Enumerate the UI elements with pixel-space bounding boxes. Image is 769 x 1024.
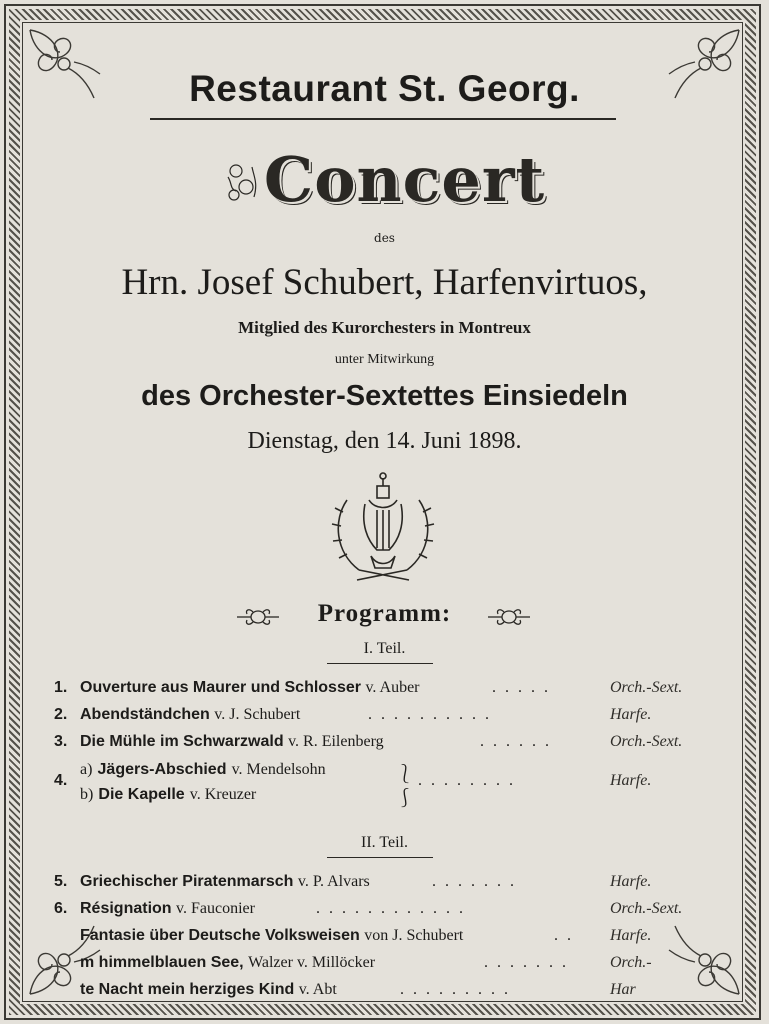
item-title — [80, 706, 300, 724]
item-performer: Orch.- — [610, 954, 652, 971]
item-title-text: Fantasie über Deutsche Volksweisen — [80, 927, 360, 944]
sub-item-a — [80, 759, 326, 779]
program-heading: Programm: — [317, 600, 452, 627]
leader-dots: ............ — [316, 900, 472, 917]
performer-membership: Mitglied des Kurorchesters in Montreux — [238, 318, 531, 337]
part-one-heading: I. Teil. — [363, 640, 406, 657]
sub-item-marker: a) — [80, 761, 93, 778]
item-performer: Harfe. — [610, 772, 652, 789]
sub-item-b — [80, 784, 256, 804]
item-title-text: Griechischer Piratenmarsch — [80, 873, 294, 890]
item-composer: v. Fauconier — [176, 900, 255, 917]
des-label: des — [374, 231, 395, 245]
sub-item-title: Die Kapelle — [98, 786, 185, 803]
program-item — [54, 981, 724, 1003]
item-performer: Orch.-Sext. — [610, 900, 683, 917]
item-performer: Harfe. — [610, 927, 652, 944]
item-title — [80, 900, 255, 918]
item-number: 5. — [54, 873, 68, 890]
program-item — [54, 927, 724, 949]
item-composer: v. P. Alvars — [297, 873, 370, 890]
program-item — [54, 873, 724, 895]
item-title — [80, 927, 463, 945]
leader-dots: ...... — [480, 733, 558, 750]
item-composer: von J. Schubert — [364, 927, 464, 944]
part-two-heading: II. Teil. — [360, 834, 408, 851]
performer-name: Hrn. Josef Schubert, Harfenvirtuos, — [121, 262, 648, 303]
sub-item-marker: b) — [80, 786, 94, 803]
concert-title-text: Concert — [263, 143, 546, 216]
item-performer: Orch.-Sext. — [610, 679, 683, 696]
cooperation-label: unter Mitwirkung — [334, 352, 435, 367]
program-item — [54, 954, 724, 976]
program-item — [54, 679, 724, 701]
item-title-text: Die Mühle im Schwarzwald — [80, 733, 284, 750]
item-title — [80, 873, 370, 891]
ensemble-name: des Orchester-Sextettes Einsiedeln — [141, 380, 628, 412]
item-title — [80, 981, 337, 999]
brace-mark: ⎰ — [396, 788, 414, 808]
item-title — [80, 679, 420, 697]
item-title-text: Abendständchen — [80, 706, 210, 723]
concert-date: Dienstag, den 14. Juni 1898. — [247, 428, 522, 454]
leader-dots: ..... — [492, 679, 557, 696]
restaurant-name: Restaurant St. Georg. — [189, 68, 580, 109]
program-item — [54, 733, 724, 755]
item-performer: Har — [610, 981, 636, 998]
item-title-text: Ouverture aus Maurer und Schlosser — [80, 679, 361, 696]
item-composer: v. J. Schubert — [214, 706, 301, 723]
brace-mark: ⎱ — [396, 764, 414, 784]
leader-dots: .. — [554, 927, 580, 944]
part-one-rule — [327, 663, 433, 664]
program-item — [54, 900, 724, 922]
flourish-right-icon — [486, 606, 532, 628]
item-number: 4. — [54, 772, 68, 789]
sub-item-title: Jägers-Abschied — [97, 761, 227, 778]
leader-dots: ....... — [432, 873, 523, 890]
leader-dots: .......... — [368, 706, 498, 723]
item-number: 6. — [54, 900, 68, 917]
item-composer: v. Abt — [298, 981, 337, 998]
leader-dots: ........ — [418, 772, 522, 789]
item-composer: Walzer v. Millöcker — [248, 954, 376, 971]
floral-initial-icon — [224, 149, 260, 199]
item-title-text: m himmelblauen See, — [80, 954, 244, 971]
leader-dots: ....... — [484, 954, 575, 971]
concert-title — [0, 143, 769, 216]
sub-item-composer: v. Mendelsohn — [231, 761, 326, 778]
sub-item-composer: v. Kreuzer — [189, 786, 257, 803]
part-two-rule — [327, 857, 433, 858]
item-title-text: Résignation — [80, 900, 172, 917]
item-title — [80, 954, 375, 972]
lyre-emblem-icon — [325, 470, 441, 584]
item-performer: Harfe. — [610, 706, 652, 723]
item-number: 2. — [54, 706, 68, 723]
item-title — [80, 733, 384, 751]
header-rule — [150, 118, 616, 120]
item-performer: Orch.-Sext. — [610, 733, 683, 750]
item-number: 3. — [54, 733, 68, 750]
item-performer: Harfe. — [610, 873, 652, 890]
leader-dots: ......... — [400, 981, 517, 998]
item-title-text: te Nacht mein herziges Kind — [80, 981, 295, 998]
item-number: 1. — [54, 679, 68, 696]
program-item — [54, 706, 724, 728]
item-composer: v. R. Eilenberg — [288, 733, 384, 750]
item-composer: v. Auber — [365, 679, 420, 696]
